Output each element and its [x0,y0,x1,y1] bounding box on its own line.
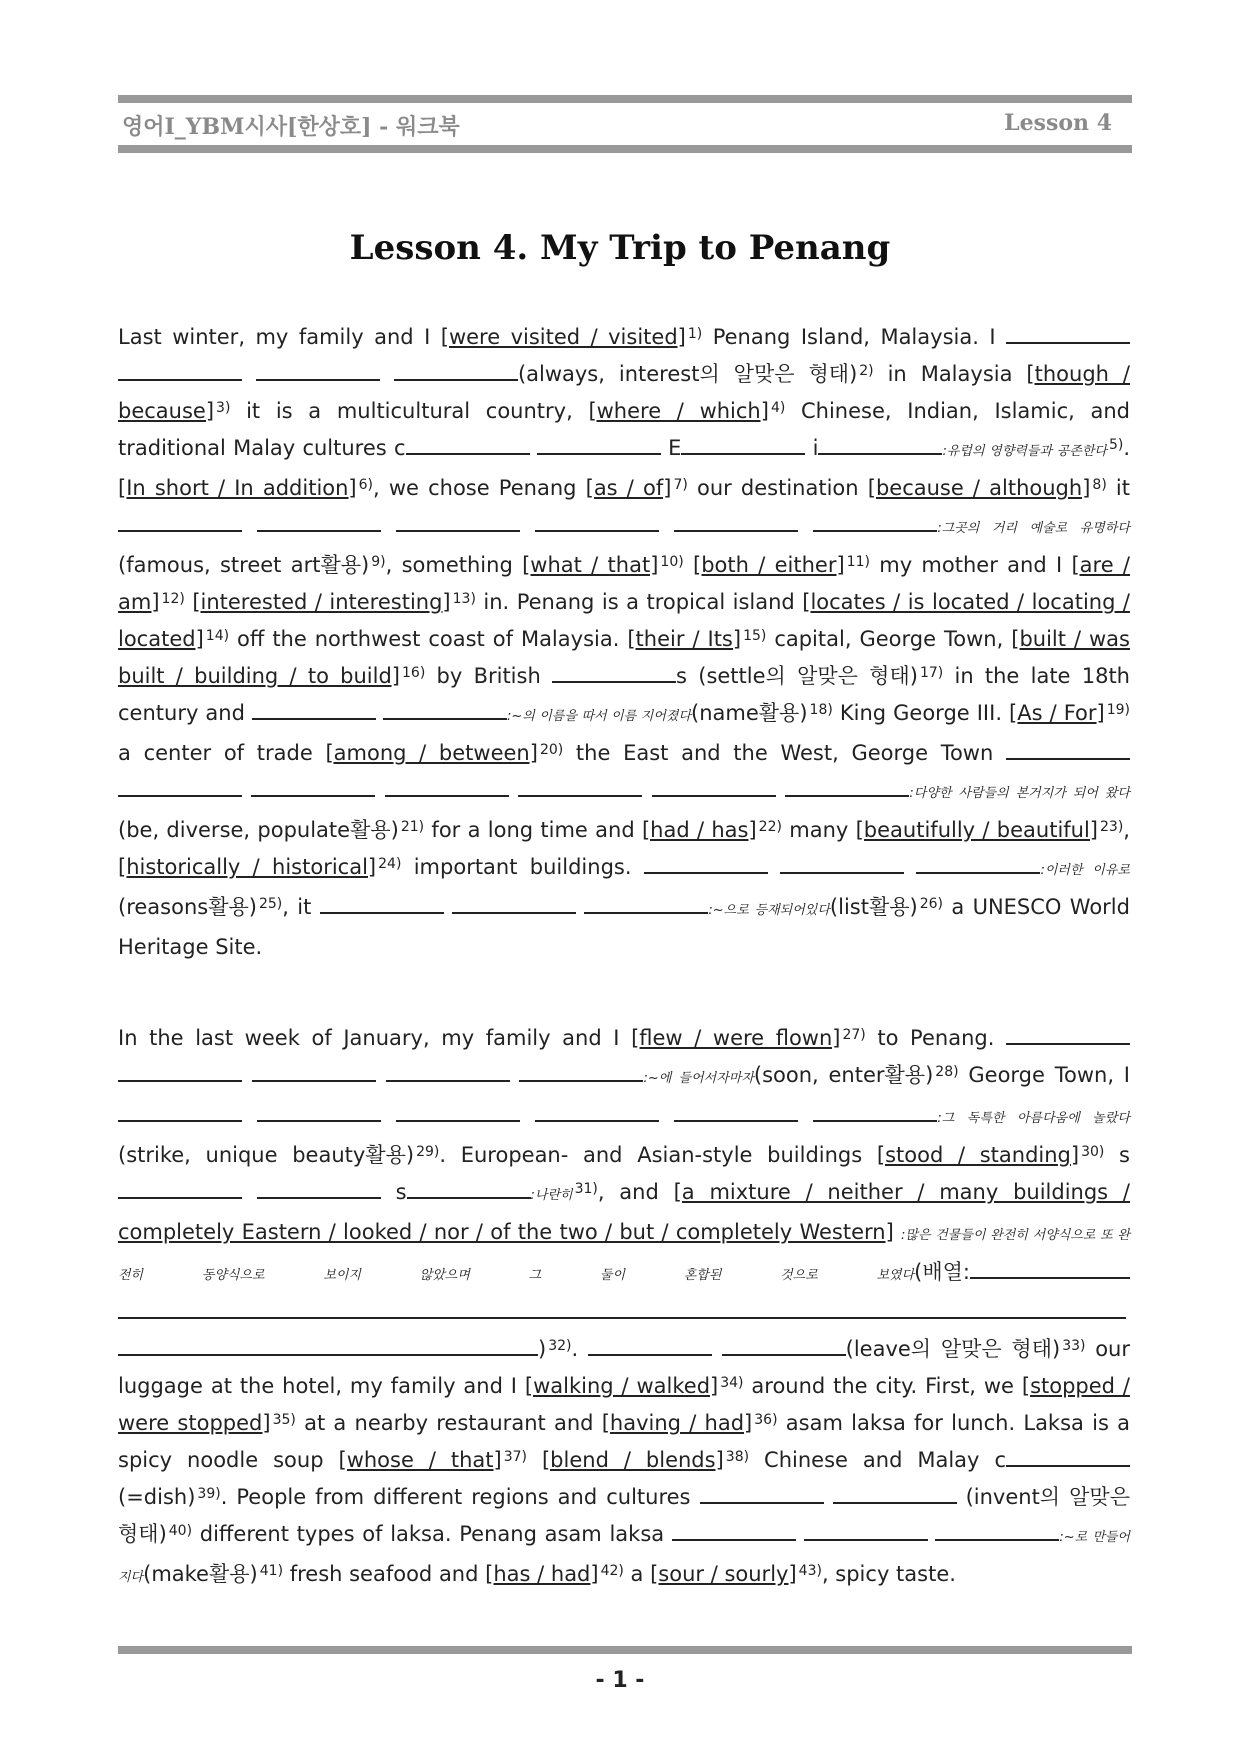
choice-option: [whose / that] [338,1448,502,1472]
answer-blank [813,1102,937,1122]
question-number: 13) [452,591,476,607]
answer-blank [257,512,381,532]
question-number: 8) [1092,477,1107,493]
question-number: 37) [503,1449,528,1465]
question-number: 41) [259,1563,284,1579]
paragraph-2 [118,1020,1130,1596]
passage-text: capital, George Town, [766,627,1012,651]
initial-letter: c [393,436,406,460]
page-title: Lesson 4. My Trip to Penang [349,228,891,268]
passage-text: fresh seafood and [283,1562,486,1586]
answer-blank [118,1336,538,1356]
answer-blank [406,435,530,455]
answer-blank [552,663,676,683]
header-top-rule [118,95,1132,103]
choice-option: [because / although] [867,476,1091,500]
answer-blank [584,894,708,914]
initial-letter: E [668,436,682,460]
hint: (=dish) [118,1485,196,1509]
passage-text: a center of trade [118,741,326,765]
initial-letter: s [395,1180,407,1204]
answer-blank [681,435,805,455]
answer-blank [1006,324,1130,344]
answer-blank [1006,1447,1130,1467]
question-number: 11) [846,554,870,570]
answer-blank [256,361,380,381]
choice-option: [has / had] [485,1562,599,1586]
choice-option: [their / Its] [627,627,742,651]
question-number: 42) [600,1563,624,1579]
korean-meaning: :나란히 [530,1188,573,1203]
hint: (name활용) [691,701,808,725]
choice-option: [sour / sourly] [650,1562,797,1586]
choice-option: [having / had] [601,1411,753,1435]
korean-meaning: :~로 만들어지다 [118,1530,1130,1585]
passage-text: . [571,1337,588,1361]
choice-option: [were visited / visited] [440,325,686,349]
passage-text: our destination [687,476,868,500]
answer-blank [672,1521,796,1541]
answer-blank [674,512,798,532]
hint: (soon, enter활용) [753,1063,934,1087]
korean-meaning: :~으로 등재되어있다 [708,903,830,918]
page-number: - 1 - [595,1668,645,1693]
hint: (famous, street art활용) [118,553,370,577]
passage-text: for a long time and [424,818,642,842]
answer-blank [257,1179,381,1199]
question-number: 22) [758,819,782,835]
choice-option: [are / am] [118,553,1131,614]
passage-text: in Malaysia [873,362,1027,386]
passage-text: . People from different regions and cultures [220,1485,700,1509]
question-number: 9) [371,554,386,570]
answer-blank [452,894,576,914]
answer-blank [386,1062,510,1082]
answer-blank [519,1062,643,1082]
passage-text: it is a multicultural country, [230,399,589,423]
korean-meaning: :다양한 사람들의 본거지가 되어 왔다 [909,786,1130,801]
choice-option: [a mixture / neither / many buildings / completely Eastern / looked / nor / of the two / but / completely Western] [118,1180,1130,1244]
question-number: 43) [798,1563,822,1579]
choice-option: [blend / blends] [541,1448,724,1472]
choice-option: [historically / historical] [118,855,377,879]
passage-text: my mother and I [869,553,1072,577]
choice-option: [though / because] [118,362,1130,423]
question-number: 27) [842,1027,866,1043]
question-number: 14) [205,628,230,644]
passage-text: , we chose Penang [373,476,586,500]
question-number: 38) [725,1449,750,1465]
passage-text: it [1106,476,1131,500]
hint: (invent의 알맞은 형태) [118,1485,1130,1546]
footer-rule [118,1646,1132,1654]
passage-text: a [623,1562,651,1586]
passage-text: Chinese and Malay [749,1448,995,1472]
answer-blank [396,512,520,532]
choice-option: [stood / standing] [876,1143,1080,1167]
passage-text: , spicy taste. [821,1562,956,1586]
answer-blank [780,854,904,874]
korean-meaning: :유럽의 영향력들과 공존한다 [942,444,1107,459]
answer-blank [252,700,376,720]
question-number: 17) [919,665,944,681]
question-number: 20) [539,742,564,758]
initial-letter: s [1119,1143,1130,1167]
question-number: 19) [1106,702,1130,718]
passage-text: our luggage at the hotel, my family and I [118,1337,1130,1398]
answer-blank [700,1484,824,1504]
passage-text: in. Penang is a tropical island [475,590,803,614]
answer-blank [970,1259,1130,1279]
korean-meaning: :그곳의 거리 예술로 유명하다 [937,521,1130,536]
korean-meaning: :~의 이름을 따서 이름 지어졌다 [507,709,692,724]
passage-text: to Penang. [865,1026,1007,1050]
passage-text: , and [597,1180,674,1204]
choice-option: [As / For] [1009,701,1105,725]
passage-text: , it [282,895,320,919]
question-number: 5) [1108,437,1124,453]
question-number: 30) [1081,1144,1105,1160]
hint: (make활용) [143,1562,258,1586]
question-number: 16) [402,665,426,681]
answer-blank [118,1179,242,1199]
choice-option: [where / which] [588,399,769,423]
answer-blank [118,1299,1126,1319]
hint: (always, interest의 알맞은 형태) [517,362,858,386]
passage-text: Chinese, Indian, Islamic, and traditional Malay cultures [118,399,1130,460]
question-number: 2) [859,363,874,379]
hint: (strike, unique beauty활용) [118,1143,415,1167]
initial-letter: i [812,436,819,460]
question-number: 21) [400,819,425,835]
passage-text: , [1123,818,1130,842]
answer-blank [785,777,909,797]
korean-meaning: :이러한 이유로 [1040,863,1130,878]
question-number: 34) [720,1375,744,1391]
passage-text [684,553,693,577]
question-number: 29) [416,1144,440,1160]
choice-option: [locates / is located / locating / located] [118,590,1130,651]
answer-blank [118,512,242,532]
choice-option: [both / either] [693,553,845,577]
question-number: 40) [168,1523,193,1539]
question-number: 6) [358,477,374,493]
paragraph-1 [118,319,1130,966]
passage-text: asam laksa for lunch. Laksa is a spicy noodle soup [118,1411,1131,1472]
answer-blank [396,1102,520,1122]
passage-text: a UNESCO World Heritage Site. [118,895,1130,959]
choice-option: [stopped / were stopped] [118,1374,1130,1435]
choice-option: [had / has] [641,818,757,842]
initial-letter: c [994,1448,1006,1472]
choice-option: [walking / walked] [524,1374,719,1398]
hint: (settle의 알맞은 형태) [698,664,918,688]
hint-close: ) [538,1337,547,1361]
answer-blank [1006,1025,1130,1045]
answer-blank [118,777,242,797]
question-number: 24) [378,856,402,872]
hint: (leave의 알맞은 형태) [845,1337,1061,1361]
passage-text: Last winter, my family and I [118,325,441,349]
header-lesson-label: Lesson 4 [1004,110,1112,136]
question-number: 23) [1100,819,1124,835]
choice-option: [among / between] [325,741,538,765]
korean-meaning: :그 독특한 아름다움에 놀랐다 [937,1111,1130,1126]
korean-meaning: :~에 들어서자마자 [643,1071,754,1086]
answer-blank [407,1179,531,1199]
answer-blank [644,854,768,874]
hint: (list활용) [829,895,918,919]
passage-text: . European- and Asian-style buildings [439,1143,877,1167]
hint: (be, diverse, populate활용) [118,818,399,842]
passage-text: different types of laksa. Penang asam laksa [192,1522,672,1546]
answer-blank [722,1336,846,1356]
answer-blank [652,777,776,797]
passage-text: by British [425,664,553,688]
question-number: 35) [272,1412,296,1428]
answer-blank [535,1102,659,1122]
answer-blank [537,435,661,455]
header-bottom-rule [118,145,1132,153]
answer-blank [804,1521,928,1541]
answer-blank [320,894,444,914]
passage-text: in the late 18th century and [118,664,1130,725]
hint: (reasons활용) [118,895,257,919]
answer-blank [394,361,518,381]
question-number: 32) [548,1338,572,1354]
passage-text: around the city. First, we [743,1374,1022,1398]
passage-text: King George III. [832,701,1010,725]
choice-option: [built / was built / building / to build] [118,627,1130,688]
answer-blank [935,1521,1059,1541]
choice-option: [interested / interesting] [192,590,451,614]
answer-blank [252,1062,376,1082]
choice-option: [as / of] [585,476,672,500]
question-number: 3) [216,400,231,416]
question-number: 39) [197,1486,221,1502]
passage-text: , something [385,553,523,577]
question-number: 15) [743,628,767,644]
passage-text: many [781,818,856,842]
question-number: 31) [574,1181,598,1197]
answer-blank [257,1102,381,1122]
choice-option: [flew / were flown] [631,1026,841,1050]
answer-blank [674,1102,798,1122]
header-textbook-title: 영어I_YBM시사[한상호] - 워크북 [122,114,460,140]
hint: (배열: [914,1260,970,1284]
question-number: 25) [258,896,283,912]
passage-text: Penang Island, Malaysia. I [702,325,1007,349]
answer-blank [535,512,659,532]
answer-blank [833,1484,957,1504]
question-number: 28) [935,1064,959,1080]
answer-blank [588,1336,712,1356]
passage-text: off the northwest coast of Malaysia. [229,627,628,651]
passage-text: the East and the West, George Town [563,741,1006,765]
choice-option: [beautifully / beautiful] [855,818,1099,842]
question-number: 10) [660,554,684,570]
passage-text: In the last week of January, my family and I [118,1026,632,1050]
question-number: 4) [770,400,786,416]
answer-blank [383,700,507,720]
passage-text [527,1448,542,1472]
question-number: 12) [161,591,185,607]
passage-text: important buildings. [401,855,644,879]
initial-letter: s [676,664,687,688]
question-number: 26) [919,896,944,912]
question-number: 1) [687,326,703,342]
answer-blank [813,512,937,532]
question-number: 7) [673,477,688,493]
question-number: 18) [809,702,833,718]
answer-blank [916,854,1040,874]
question-number: 36) [754,1412,778,1428]
question-number: 33) [1062,1338,1086,1354]
choice-option: [what / that] [522,553,659,577]
passage-text: George Town, I [958,1063,1131,1087]
answer-blank [818,435,942,455]
answer-blank [118,361,242,381]
answer-blank [118,1062,242,1082]
passage-text: . [1123,436,1131,460]
answer-blank [251,777,375,797]
answer-blank [118,1102,242,1122]
answer-blank [1006,740,1130,760]
choice-option: [In short / In addition] [118,476,357,500]
answer-blank [385,777,509,797]
passage-text: at a nearby restaurant and [295,1411,602,1435]
korean-meaning: :많은 건물들이 완전히 서양식으로 또 완전히 동양식으로 보이지 않았으며 그 둘이 혼합된 것으로 보였다 [118,1228,1130,1283]
answer-blank [518,777,642,797]
